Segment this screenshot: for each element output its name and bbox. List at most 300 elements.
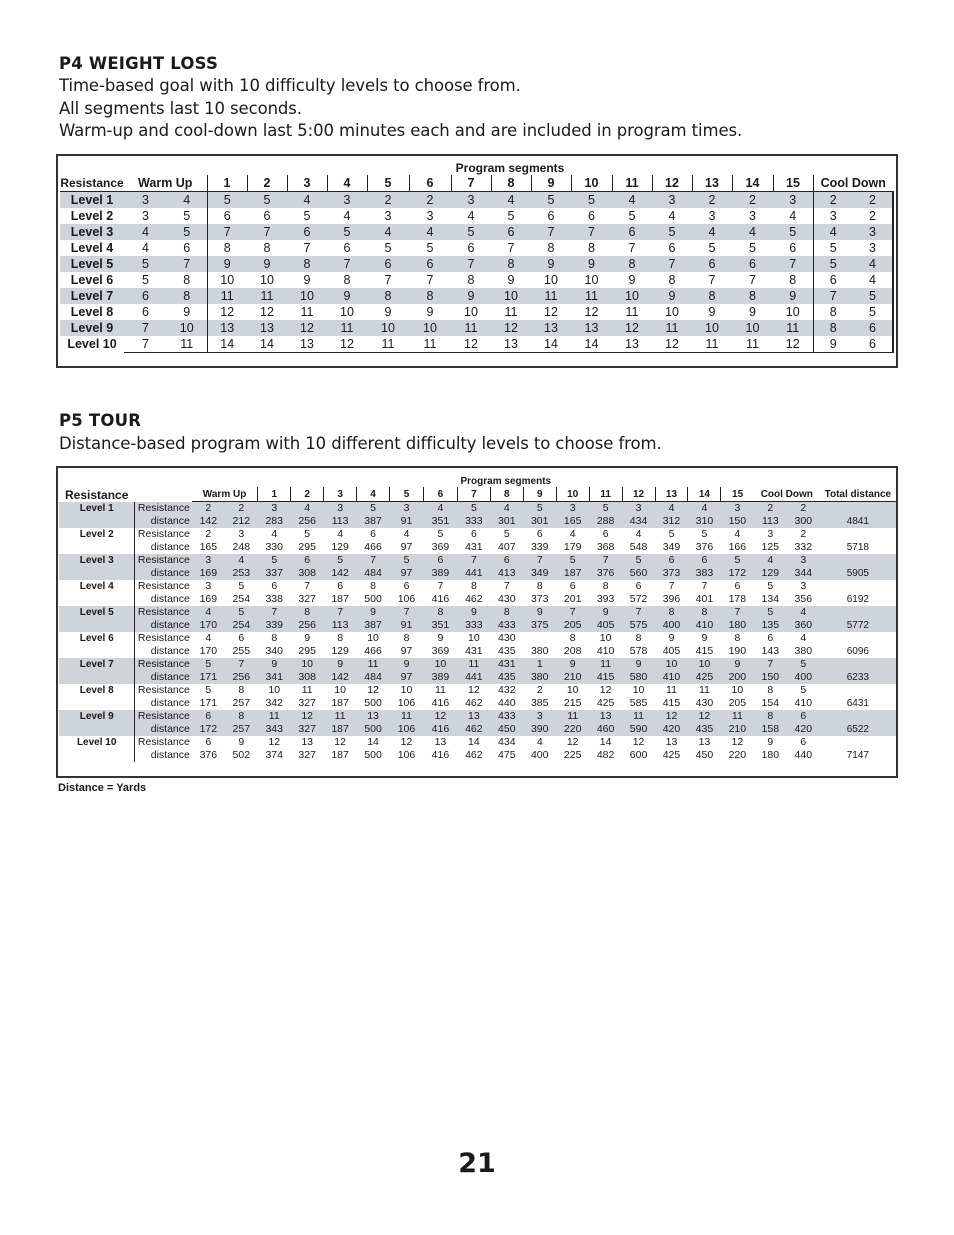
p4-segment-cell: 6 [732,256,773,272]
p5-resistance-cell: 9 [589,606,622,619]
p5-distance-cell: 344 [787,567,820,580]
p5-resistance-cell: 7 [721,606,754,619]
p4-segment-cell: 6 [491,224,531,240]
p5-distance-cell: 106 [397,593,416,605]
p5-distance-cell: 387 [357,515,390,528]
p4-cool-down-cell: 4 [813,224,853,240]
p4-table-body [60,192,893,353]
p5-segment-header: 14 [688,487,721,502]
p5-distance-cell: 425 [688,671,721,684]
p5-resistance-cell: 9 [721,658,754,671]
p5-table-body [59,502,896,763]
p5-distance-cell: 327 [298,697,316,709]
p5-resistance-cell: 11 [390,710,424,723]
p5-resistance-cell: 4 [337,528,344,540]
p4-segment-cell: 13 [287,336,327,353]
p5-distance-cell: 380 [523,671,556,684]
p5-distance-cell: 484 [357,567,390,580]
p5-distance-cell: 332 [794,541,813,553]
table-row [59,645,896,658]
p5-resistance-cell: 13 [357,710,390,723]
p4-segment-header: 13 [692,175,732,192]
p5-distance-cell: 430 [498,593,516,605]
p5-resistance-cell: 4 [787,606,820,619]
p5-resistance-cell: 4 [192,606,225,619]
p5-resistance-cell: 8 [490,606,523,619]
p4-segment-cell: 7 [247,224,287,240]
p4-cool-down-cell: 4 [853,272,893,288]
p5-resistance-row-label: Resistance [135,632,192,645]
p5-resistance-cell: 11 [457,658,490,671]
p4-line-1: Time-based goal with 10 difficulty levels to choose from. [59,76,521,95]
p4-segment-cell: 7 [708,273,716,287]
p4-warm-up-cell: 5 [142,273,149,287]
p5-distance-cell: 171 [192,671,225,684]
p5-distance-cell: 431 [465,541,483,553]
p5-segment-header: 3 [324,487,357,502]
p5-resistance-cell: 12 [334,736,346,748]
p5-distance-row-label: distance [135,567,192,580]
p4-segment-cell: 14 [571,336,612,353]
p5-resistance-cell: 9 [556,658,589,671]
p4-segment-cell: 13 [491,336,531,353]
p5-distance-cell: 187 [324,723,357,736]
p5-distance-cell: 500 [364,697,382,709]
p4-segment-cell: 9 [507,273,515,287]
p4-segment-cell: 2 [692,192,732,209]
p5-resistance-cell: 6 [536,528,543,540]
p4-segment-cell: 3 [773,192,813,209]
p5-distance-cell: 208 [563,645,582,657]
p5-distance-cell: 578 [629,645,648,657]
p5-distance-cell: 97 [390,671,424,684]
p5-level-label: Level 6 [79,633,114,644]
p5-resistance-cell: 5 [238,580,245,592]
p4-segment-cell: 4 [732,224,773,240]
p4-segment-cell: 9 [773,288,813,304]
table-row [59,749,896,762]
table-row [60,288,893,304]
p4-segment-cell: 8 [588,241,595,255]
p5-resistance-cell: 6 [490,554,523,567]
p4-segment-cell: 7 [303,241,311,255]
p5-resistance-cell: 10 [400,684,413,696]
p5-distance-cell: 210 [556,671,589,684]
p5-segment-header: 2 [291,487,324,502]
p4-cool-down-cell: 6 [853,320,893,336]
p5-distance-cell: 201 [563,593,582,605]
p5-resistance-cell: 6 [403,580,410,592]
p5-total-distance-cell: 6233 [820,658,896,684]
p4-segment-cell: 2 [367,192,409,209]
p5-distance-cell: 295 [298,541,316,553]
p4-segment-cell: 13 [571,320,612,336]
p4-segment-cell: 9 [628,273,636,287]
p4-segment-cell: 9 [384,305,392,319]
p5-resistance-row-label: Resistance [135,502,192,516]
p5-distance-cell: 308 [291,671,324,684]
p5-resistance-cell: 7 [390,606,424,619]
p5-distance-cell: 416 [431,749,450,761]
p5-resistance-cell: 5 [324,554,357,567]
p5-resistance-cell: 2 [225,502,258,516]
p5-level-label: Level 1 [59,502,135,529]
p5-total-distance-cell: 6431 [846,698,869,709]
p5-segment-header: 11 [589,487,622,502]
p5-resistance-cell: 8 [291,606,324,619]
p5-distance-cell: 373 [530,593,549,605]
p5-segment-header: 4 [357,487,390,502]
p5-resistance-row-label: Resistance [135,710,192,723]
p5-distance-cell: 220 [728,749,747,761]
p5-resistance-label: Resistance [65,487,129,502]
p5-resistance-cell: 3 [556,502,589,516]
p5-distance-cell: 410 [596,645,615,657]
p5-distance-cell: 308 [291,567,324,580]
p4-segment-cell: 6 [409,256,451,272]
p5-level-label: Level 7 [59,658,135,684]
p5-resistance-cell: 14 [468,736,480,748]
p4-warm-up-cell: 4 [167,192,207,209]
p4-segment-header: 7 [451,175,491,192]
p5-distance-row-label: distance [135,645,192,658]
p5-distance-row-label: distance [135,723,192,736]
p4-warm-up-label: Warm Up [124,175,207,192]
p4-segment-cell: 4 [409,224,451,240]
p4-segment-cell: 7 [384,273,392,287]
p5-resistance-cell: 3 [721,502,754,516]
p4-segment-cell: 5 [507,209,515,223]
p4-line-2: All segments last 10 seconds. [59,98,302,118]
p5-distance-cell: 225 [563,749,582,761]
p4-segment-cell: 10 [785,305,800,319]
p5-resistance-cell: 11 [258,710,291,723]
p4-segment-cell: 9 [327,288,367,304]
p5-resistance-cell: 11 [698,684,710,696]
p5-distance-cell: 301 [523,515,556,528]
p5-resistance-cell: 433 [490,710,523,723]
p4-segment-cell: 8 [343,273,351,287]
p4-segment-header: 1 [207,175,247,192]
p4-warm-up-cell: 4 [142,241,149,255]
p4-segment-cell: 3 [451,192,491,209]
p5-resistance-cell: 13 [665,736,678,748]
p5-resistance-cell: 6 [569,580,576,592]
p5-resistance-cell: 9 [668,632,675,644]
p5-distance-cell: 373 [655,567,688,580]
p4-segment-cell: 11 [207,288,247,304]
p4-segment-cell: 10 [692,320,732,336]
p5-resistance-cell: 7 [556,606,589,619]
p5-distance-cell: 256 [225,671,258,684]
p4-segment-cell: 9 [207,256,247,272]
p5-resistance-cell: 10 [566,684,579,696]
p5-distance-cell: 327 [298,749,316,761]
p4-segment-cell: 7 [507,241,515,255]
p5-resistance-cell: 3 [238,528,245,540]
p4-warm-up-cell: 5 [124,256,167,272]
p4-segment-header: 3 [287,175,327,192]
p5-level-label: Level 10 [76,737,117,748]
p4-segment-cell: 9 [426,305,434,319]
p4-level-label: Level 6 [70,273,114,287]
p4-segment-cell: 2 [409,192,451,209]
p4-segment-cell: 8 [692,288,732,304]
p4-level-label: Level 8 [70,305,114,319]
p4-segment-cell: 10 [464,305,478,319]
p5-resistance-cell: 6 [238,632,245,644]
p5-total-distance-cell: 4841 [820,502,896,529]
p4-segment-cell: 3 [652,192,692,209]
p5-resistance-cell: 3 [787,554,820,567]
p4-cool-down-cell: 3 [813,208,853,224]
p4-segment-cell: 8 [789,273,797,287]
p5-distance-cell: 330 [265,541,283,553]
p4-segment-header: 10 [571,175,612,192]
p5-resistance-cell: 4 [800,632,807,644]
p4-segment-cell: 3 [749,209,756,223]
p5-distance-row-label: distance [135,619,192,632]
p4-segment-cell: 12 [287,320,327,336]
p4-level-label: Level 7 [60,288,124,304]
p4-segment-cell: 14 [247,336,287,353]
p5-distance-cell: 169 [192,567,225,580]
p5-distance-cell: 97 [400,645,413,657]
p5-distance-cell: 435 [688,723,721,736]
p5-distance-cell: 135 [754,619,787,632]
p5-distance-cell: 257 [225,723,258,736]
p4-segment-cell: 13 [612,336,652,353]
p5-resistance-cell: 6 [337,580,344,592]
p4-segment-cell: 5 [451,224,491,240]
p5-distance-cell: 389 [423,671,457,684]
p5-distance-cell: 351 [423,515,457,528]
p5-resistance-cell: 3 [390,502,424,516]
p5-resistance-cell: 6 [787,710,820,723]
p4-segment-cell: 11 [692,336,732,353]
p4-segment-cell: 7 [652,256,692,272]
p4-warm-up-cell: 5 [167,224,207,240]
p5-distance-cell: 257 [232,697,251,709]
p4-warm-up-cell: 4 [124,224,167,240]
p5-resistance-cell: 2 [536,684,543,696]
p4-segment-header: 14 [732,175,773,192]
p4-warm-up-cell: 8 [167,288,207,304]
table-row [59,580,896,593]
p4-segment-cell: 14 [531,336,571,353]
p4-warm-up-cell: 9 [183,305,191,319]
p5-resistance-cell: 11 [324,710,357,723]
p5-resistance-cell: 3 [622,502,655,516]
p5-distance-cell: 420 [787,723,820,736]
p5-segment-header: 12 [622,487,655,502]
p4-segment-cell: 12 [451,336,491,353]
p5-distance-cell: 172 [721,567,754,580]
p5-distance-cell: 405 [589,619,622,632]
p4-warm-up-cell: 5 [183,209,191,223]
p5-resistance-cell: 11 [622,710,655,723]
p5-resistance-cell: 13 [589,710,622,723]
p5-resistance-cell: 11 [589,658,622,671]
p5-distance-cell: 187 [331,749,349,761]
p5-distance-cell: 376 [589,567,622,580]
p5-total-distance-cell: 5905 [820,554,896,580]
p5-resistance-cell: 10 [468,632,480,644]
p5-distance-cell: 410 [688,619,721,632]
table-row [59,502,896,516]
p4-segment-cell: 7 [628,241,636,255]
p4-cool-down-cell: 5 [853,304,893,320]
p5-distance-cell: 400 [530,749,549,761]
p5-distance-cell: 435 [490,671,523,684]
p5-resistance-cell: 6 [205,736,212,748]
p4-segment-cell: 11 [367,336,409,353]
p5-total-distance-cell: 6096 [846,646,869,657]
p5-distance-cell: 425 [662,749,681,761]
p4-cool-down-cell: 8 [813,320,853,336]
p5-distance-cell: 375 [523,619,556,632]
p5-resistance-cell: 12 [566,736,579,748]
table-row [59,606,896,619]
p4-segment-cell: 7 [571,224,612,240]
p4-segment-cell: 4 [668,209,676,223]
p5-resistance-cell: 10 [731,684,744,696]
p5-resistance-cell: 12 [400,736,413,748]
p5-resistance-cell: 7 [754,658,787,671]
p5-distance-cell: 172 [192,723,225,736]
p5-resistance-cell: 6 [635,580,642,592]
p4-segment-cell: 8 [409,288,451,304]
p5-distance-cell: 134 [761,593,780,605]
p5-resistance-cell: 6 [734,580,741,592]
p4-warm-up-cell: 8 [183,273,191,287]
p5-distance-cell: 327 [291,723,324,736]
p4-segment-cell: 12 [652,336,692,353]
p5-resistance-cell: 6 [192,710,225,723]
p4-segment-cell: 10 [544,273,558,287]
p4-segment-cell: 5 [571,192,612,209]
p5-resistance-cell: 7 [668,580,675,592]
p5-distance-cell: 575 [622,619,655,632]
p4-segment-cell: 11 [773,320,813,336]
p5-resistance-cell: 6 [688,554,721,567]
p5-resistance-cell: 7 [622,606,655,619]
p5-distance-cell: 590 [622,723,655,736]
p5-distance-cell: 548 [629,541,648,553]
p4-segment-cell: 8 [467,273,475,287]
p5-resistance-cell: 8 [470,580,477,592]
p4-segment-cell: 4 [343,209,351,223]
p4-segment-cell: 12 [327,336,367,353]
p4-segment-cell: 12 [207,304,247,320]
p5-distance-cell: 396 [662,593,681,605]
p5-resistance-cell: 8 [734,632,741,644]
p5-distance-cell: 369 [431,645,450,657]
p4-segment-cell: 6 [467,241,475,255]
p4-segment-cell: 6 [789,241,797,255]
p4-segment-cell: 11 [504,305,518,319]
p4-segment-cell: 9 [571,256,612,272]
table-row [60,192,893,209]
p5-resistance-cell: 431 [490,658,523,671]
p4-segment-cell: 7 [749,273,756,287]
p5-resistance-cell: 4 [403,528,410,540]
p5-distance-cell: 383 [688,567,721,580]
p5-resistance-cell: 10 [334,684,346,696]
p5-resistance-cell: 6 [655,554,688,567]
p4-cool-down-cell: 5 [813,240,853,256]
p4-segment-cell: 13 [207,320,247,336]
p4-segment-cell: 10 [732,320,773,336]
p4-segment-cell: 5 [247,192,287,209]
p4-segment-cell: 4 [467,209,475,223]
p5-distance-cell: 170 [192,619,225,632]
p5-distance-cell: 460 [589,723,622,736]
p5-distance-cell: 374 [265,749,283,761]
p5-resistance-cell: 6 [291,554,324,567]
p5-resistance-cell: 7 [701,580,708,592]
p5-distance-cell: 169 [199,593,218,605]
p5-resistance-cell: 4 [225,554,258,567]
p4-segment-cell: 11 [732,336,773,353]
p4-header-row [60,175,893,192]
p4-segment-cell: 11 [327,320,367,336]
p5-resistance-cell: 8 [569,632,576,644]
p5-level-label: Level 5 [59,606,135,632]
p5-resistance-cell: 7 [357,554,390,567]
p5-distance-cell: 500 [357,723,390,736]
p4-segment-cell: 8 [207,240,247,256]
p5-distance-cell: 187 [331,697,349,709]
table-row [60,240,893,256]
p5-resistance-cell: 5 [523,502,556,516]
p5-distance-cell: 143 [761,645,780,657]
p5-distance-cell: 400 [655,619,688,632]
p5-distance-cell: 333 [457,515,490,528]
p5-segment-header: 5 [390,487,424,502]
p5-distance-cell: 91 [390,619,424,632]
p5-distance-cell: 385 [530,697,549,709]
p5-distance-cell: 178 [728,593,747,605]
p4-segment-cell: 13 [247,320,287,336]
p5-distance-cell: 434 [622,515,655,528]
p4-warm-up-cell: 6 [142,305,149,319]
p5-distance-cell: 333 [457,619,490,632]
p4-segment-cell: 8 [547,241,555,255]
p5-resistance-row-label: Resistance [135,684,192,697]
p5-resistance-cell: 432 [498,684,516,696]
p4-segment-cell: 6 [612,224,652,240]
p5-resistance-cell: 5 [390,554,424,567]
table-row [59,515,896,528]
p4-segment-header: 11 [612,175,652,192]
p4-segment-cell: 5 [773,224,813,240]
p5-resistance-cell: 13 [301,736,314,748]
p4-segment-cell: 6 [367,256,409,272]
p5-distance-cell: 369 [431,541,450,553]
table-row [60,304,893,320]
p4-segment-cell: 4 [692,224,732,240]
p5-distance-cell: 502 [232,749,251,761]
p4-segment-header: 9 [531,175,571,192]
p5-resistance-cell: 5 [721,554,754,567]
p5-resistance-cell: 8 [754,710,787,723]
p5-resistance-row-label: Resistance [135,606,192,619]
p5-distance-cell: 440 [498,697,516,709]
p5-resistance-cell: 6 [470,528,477,540]
p5-resistance-cell: 7 [589,554,622,567]
p5-distance-cell: 341 [258,671,291,684]
